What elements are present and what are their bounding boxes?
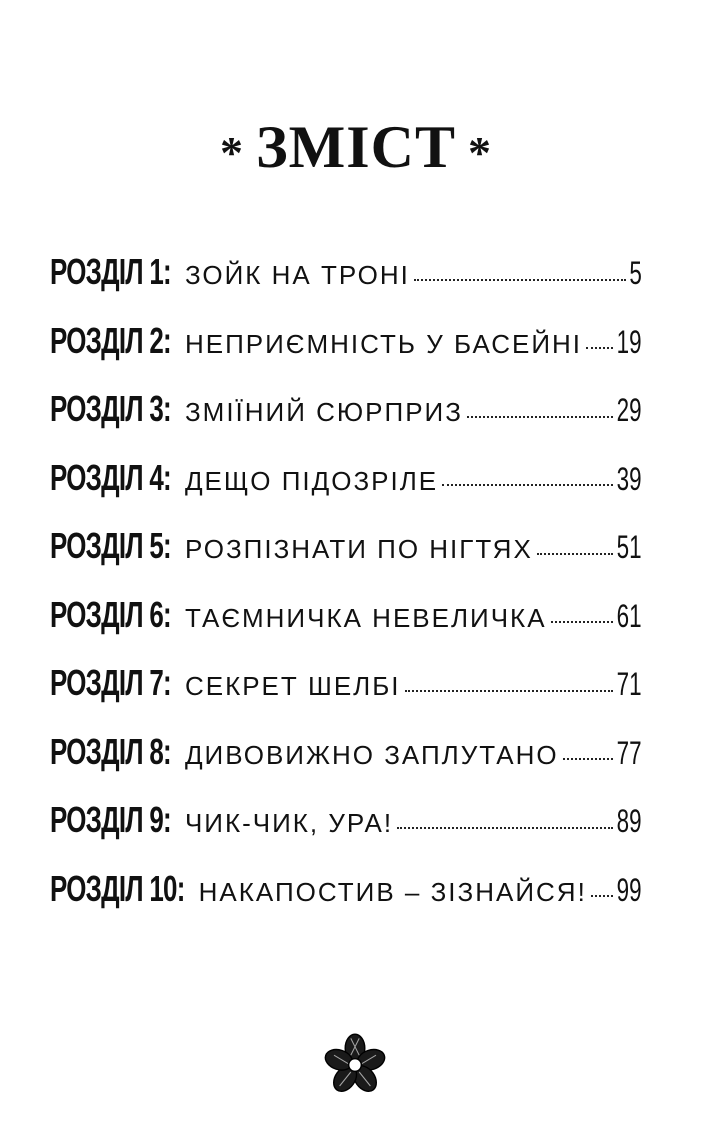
chapter-label: РОЗДІЛ 2: <box>50 319 171 361</box>
dot-leader <box>586 347 613 349</box>
page-number: 29 <box>617 392 642 428</box>
chapter-title: НЕПРИЄМНІСТЬ У БАСЕЙНІ <box>184 328 583 359</box>
page-number: 89 <box>617 803 642 839</box>
chapter-label: РОЗДІЛ 6: <box>50 593 171 635</box>
page-number: 61 <box>617 597 642 634</box>
chapter-title: ТАЄМНИЧКА НЕВЕЛИЧКА <box>184 602 547 633</box>
dot-leader <box>563 758 614 760</box>
toc-entry-9[interactable] <box>50 786 642 855</box>
asterisk-right-icon: * <box>468 127 492 179</box>
chapter-title: ЗОЙК НА ТРОНІ <box>184 260 410 290</box>
chapter-label: РОЗДІЛ 4: <box>50 456 171 498</box>
table-of-contents <box>50 238 642 923</box>
page-number: 51 <box>617 529 642 565</box>
toc-entry-1[interactable] <box>50 238 642 307</box>
page-title-text: ЗМІСТ <box>256 114 456 180</box>
chapter-label: РОЗДІЛ 7: <box>50 662 171 703</box>
dot-leader <box>537 553 613 555</box>
toc-entry-10[interactable] <box>50 855 642 924</box>
page-title <box>0 112 712 188</box>
chapter-label: РОЗДІЛ 10: <box>50 867 185 909</box>
page-number: 71 <box>617 666 642 702</box>
toc-entry-3[interactable] <box>50 375 642 444</box>
chapter-label: РОЗДІЛ 1: <box>50 251 171 292</box>
dot-leader <box>551 621 614 623</box>
dot-leader <box>442 484 613 486</box>
toc-entry-8[interactable] <box>50 718 642 787</box>
chapter-title: ЗМІЇНИЙ СЮРПРИЗ <box>184 397 463 427</box>
dot-leader <box>414 279 626 281</box>
dot-leader <box>467 416 613 418</box>
chapter-title: ДЕЩО ПІДОЗРІЛЕ <box>184 465 439 496</box>
asterisk-left-icon: * <box>220 127 244 179</box>
chapter-label: РОЗДІЛ 9: <box>50 799 171 840</box>
dot-leader <box>397 827 613 829</box>
toc-entry-7[interactable] <box>50 649 642 718</box>
toc-entry-6[interactable] <box>50 581 642 650</box>
chapter-title: РОЗПІЗНАТИ ПО НІГТЯХ <box>184 534 533 564</box>
chapter-label: РОЗДІЛ 8: <box>50 730 171 772</box>
chapter-title: НАКАПОСТИВ – ЗІЗНАЙСЯ! <box>198 876 587 907</box>
page-number: 5 <box>629 255 642 291</box>
flower-icon <box>320 1030 390 1100</box>
chapter-title: ЧИК-ЧИК, УРА! <box>184 808 394 838</box>
chapter-title: СЕКРЕТ ШЕЛБІ <box>184 671 401 701</box>
page-number: 99 <box>617 871 642 908</box>
page-number: 77 <box>617 734 642 771</box>
chapter-label: РОЗДІЛ 5: <box>50 525 171 566</box>
chapter-label: РОЗДІЛ 3: <box>50 388 171 429</box>
toc-entry-4[interactable] <box>50 444 642 513</box>
toc-entry-2[interactable] <box>50 307 642 376</box>
page-number: 39 <box>617 460 642 497</box>
dot-leader <box>591 895 613 897</box>
toc-entry-5[interactable] <box>50 512 642 581</box>
dot-leader <box>405 690 614 692</box>
chapter-title: ДИВОВИЖНО ЗАПЛУТАНО <box>184 739 559 770</box>
page-number: 19 <box>617 323 642 360</box>
